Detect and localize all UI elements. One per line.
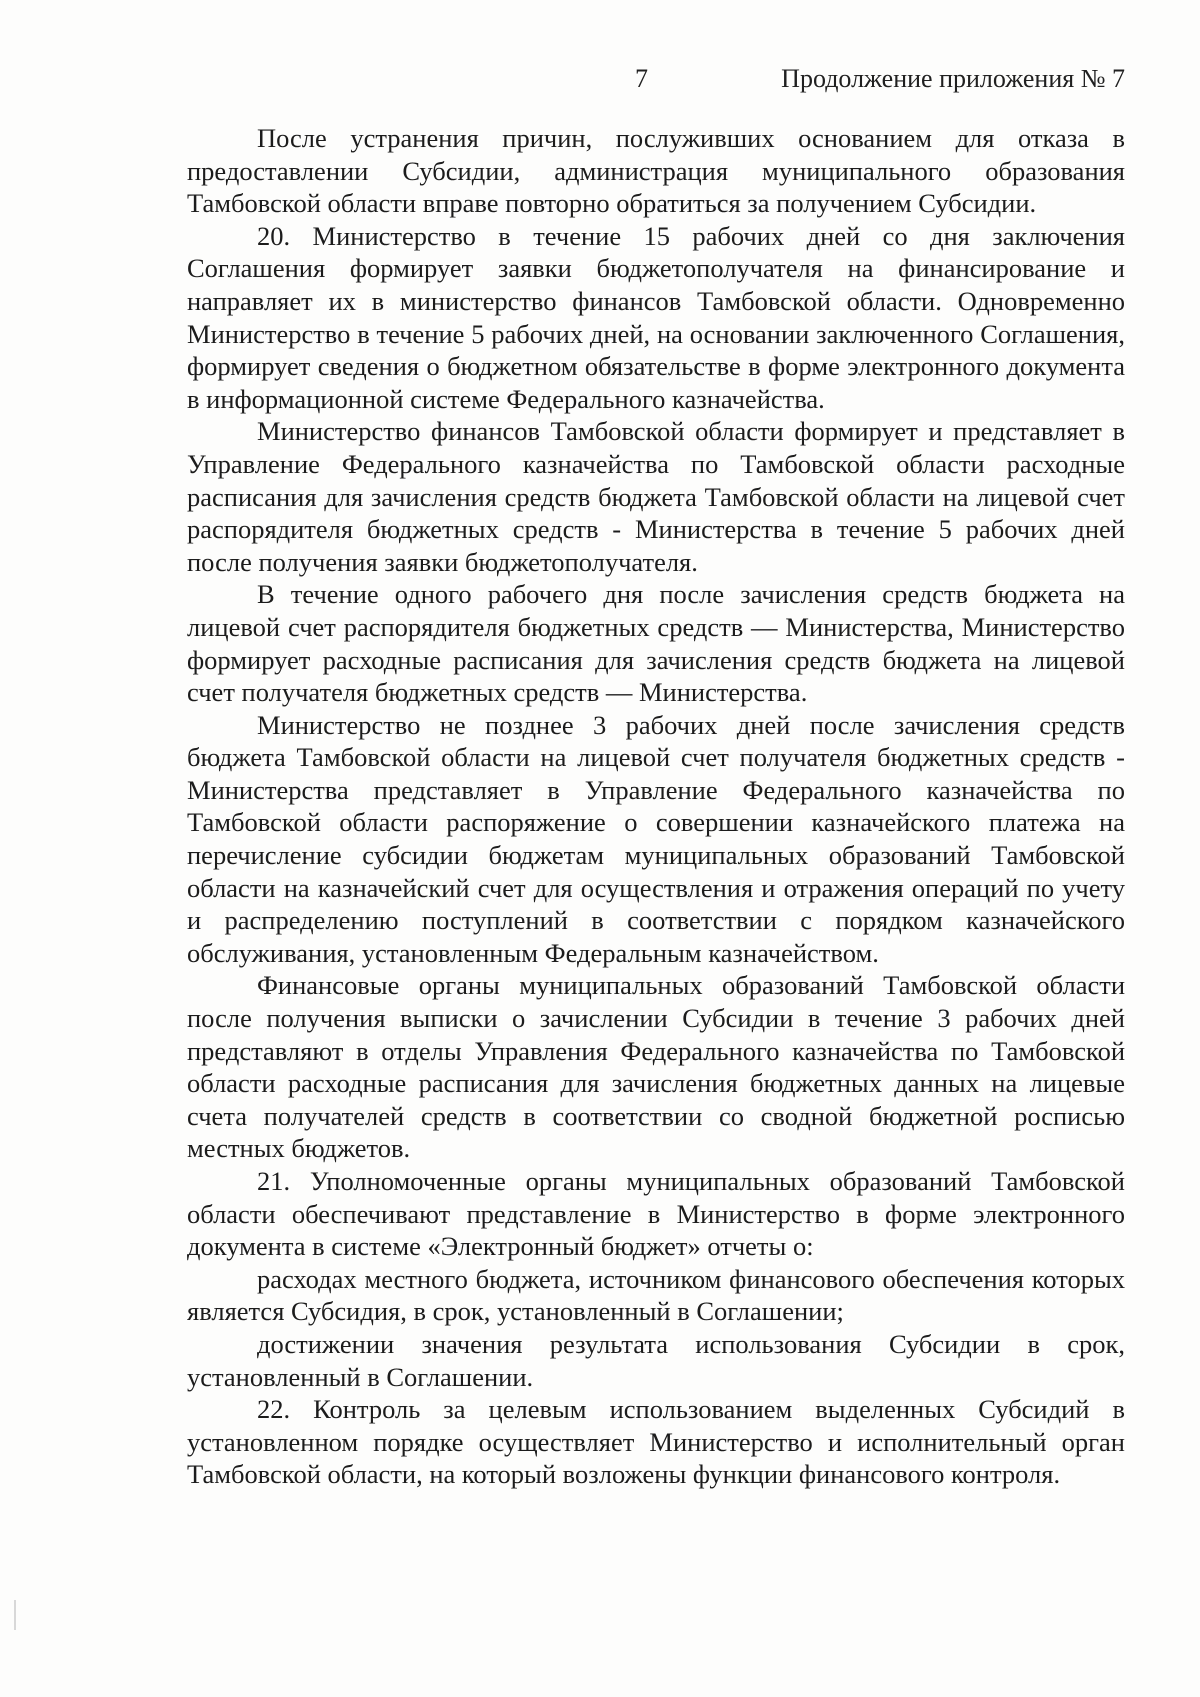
paragraph-report-expenses: расходах местного бюджета, источником финансового обеспечения которых является Субсидия, в срок, установленный в Соглашении; (187, 1263, 1125, 1327)
page-header (187, 64, 1125, 100)
paragraph-resubmission: После устранения причин, послуживших основанием для отказа в предоставлении Субсидии, администрация муниципального образования Тамбовской области вправе повторно обратиться за получением Субсидии. (187, 123, 1125, 219)
paragraph-report-results: достижении значения результата использования Субсидии в срок, установленный в Соглашении. (187, 1328, 1125, 1392)
paragraph-item-20: 20. Министерство в течение 15 рабочих дней со дня заключения Соглашения формирует заявки бюджетополучателя на финансирование и направляет их в министерство финансов Тамбовской области. Одновременно Министерство в течение 5 рабочих дней, на основании заключенного Соглашения, формирует сведения о бюджетном обязательстве в форме электронного документа в информационной системе Федерального казначейства. (187, 220, 1125, 414)
appendix-continuation-title: Продолжение приложения № 7 (781, 64, 1125, 93)
document-body (187, 122, 1125, 1491)
paragraph-treasury-payment: Министерство не позднее 3 рабочих дней после зачисления средств бюджета Тамбовской области на лицевой счет получателя бюджетных средств - Министерства представляет в Управление Федерального казначейства по Тамбовской области распоряжение о совершении казначейского платежа на перечисление субсидии бюджетам муниципальных образований Тамбовской области на казначейский счет для осуществления и отражения операций по учету и распределению поступлений в соответствии с порядком казначейского обслуживания, установленным Федеральным казначейством. (187, 709, 1125, 968)
paragraph-finance-ministry: Министерство финансов Тамбовской области формирует и представляет в Управление Федерального казначейства по Тамбовской области расходные расписания для зачисления средств бюджета Тамбовской области на лицевой счет распорядителя бюджетных средств - Министерства в течение 5 рабочих дней после получения заявки бюджетополучателя. (187, 416, 1125, 577)
paragraph-item-21: 21. Уполномоченные органы муниципальных образований Тамбовской области обеспечивают представление в Министерство в форме электронного документа в системе «Электронный бюджет» отчеты о: (187, 1166, 1125, 1262)
scan-edge-mark (14, 1600, 16, 1630)
paragraph-municipal-finance-bodies: Финансовые органы муниципальных образований Тамбовской области после получения выписки о зачислении Субсидии в течение 3 рабочих дней представляют в отделы Управления Федерального казначейства по Тамбовской области расходные расписания для зачисления бюджетных данных на лицевые счета получателей средств в соответствии со сводной бюджетной росписью местных бюджетов. (187, 970, 1125, 1164)
paragraph-one-working-day: В течение одного рабочего дня после зачисления средств бюджета на лицевой счет распорядителя бюджетных средств — Министерства, Министерство формирует расходные расписания для зачисления средств бюджета на лицевой счет получателя бюджетных средств — Министерства. (187, 579, 1125, 708)
paragraph-item-22: 22. Контроль за целевым использованием выделенных Субсидий в установленном порядке осуществляет Министерство и исполнительный орган Тамбовской области, на который возложены функции финансового контроля. (187, 1394, 1125, 1490)
page-number: 7 (635, 64, 648, 93)
